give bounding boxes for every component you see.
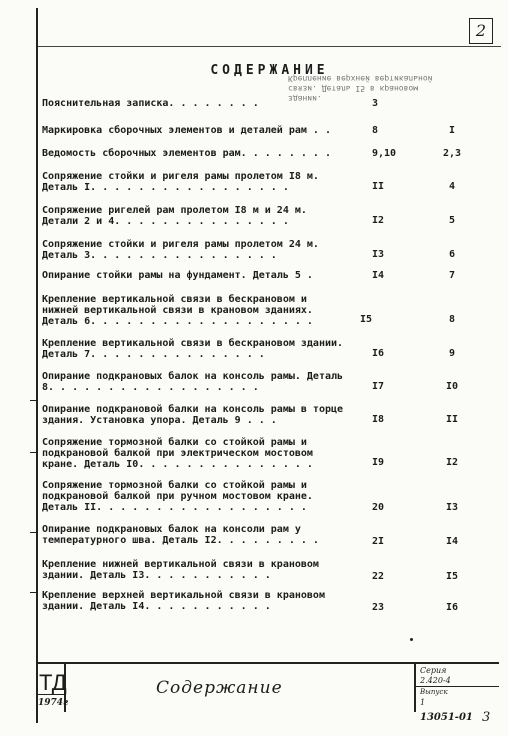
document-code: 13051-01 (420, 712, 473, 723)
toc-page-number: II (372, 181, 385, 192)
series-label: Серия (420, 666, 447, 675)
toc-sheet-number: I5 (445, 571, 459, 582)
margin-tick (30, 452, 38, 453)
toc-sheet-number: 4 (448, 181, 456, 192)
toc-entry-text: Пояснительная записка. . . . . . . . (42, 98, 259, 109)
toc-entry-text: Маркировка сборочных элементов и деталей рам . . (42, 125, 331, 136)
toc-page-number: I3 (372, 249, 385, 260)
toc-page-number: 8 (372, 125, 379, 136)
toc-page-number: I2 (372, 215, 385, 226)
toc-entry-text: Сопряжение тормозной балки со стойкой рамы и подкрановой балкой при электрическом мостовом кране. Деталь I0. . . . . . . . . . . . . . . (42, 437, 313, 470)
toc-page-number: I7 (372, 381, 385, 392)
issue-value: 1 (420, 698, 426, 707)
page-title: СОДЕРЖАНИЕ (210, 63, 329, 78)
page-number: 3 (482, 710, 491, 725)
bleed-through-line: Крепление верхней вертикальной (288, 74, 433, 83)
title-block-title: Содержание (156, 678, 283, 698)
toc-sheet-number: I4 (445, 536, 459, 547)
toc-entry-text: Ведомость сборочных элементов рам. . . . . . . . (42, 148, 331, 159)
issue-label: Выпуск (420, 688, 448, 696)
toc-sheet-number: 7 (448, 270, 456, 281)
series-value: 2.420-4 (420, 676, 451, 685)
toc-page-number: I5 (360, 314, 373, 325)
toc-entry-text: Крепление вертикальной связи в бескрановом здании. Деталь 7. . . . . . . . . . . . . . . (42, 338, 344, 360)
toc-sheet-number: I0 (445, 381, 459, 392)
toc-page-number: I6 (372, 348, 385, 359)
toc-sheet-number: 6 (448, 249, 456, 260)
toc-sheet-number: I (448, 125, 456, 136)
toc-entry-text: Опирание подкрановых балок на консоль рамы. Деталь 8. . . . . . . . . . . . . . . . . . (42, 371, 344, 393)
toc-page-number: I4 (372, 270, 385, 281)
year-label: 1974г (38, 698, 69, 708)
toc-entry-text: Опирание стойки рамы на фундамент. Деталь 5 . (42, 270, 313, 281)
toc-entry-text: Сопряжение ригелей рам пролетом I8 м и 24 м. Детали 2 и 4. . . . . . . . . . . . . . . (42, 205, 307, 227)
toc-sheet-number: 9 (448, 348, 456, 359)
bleed-through-line: здании. (288, 94, 322, 103)
toc-sheet-number: I2 (445, 457, 459, 468)
margin-tick (30, 532, 38, 533)
toc-page-number: 20 (372, 502, 385, 513)
toc-page-number: I9 (372, 457, 385, 468)
drawing-sheet (36, 8, 501, 723)
toc-page-number: 3 (372, 98, 379, 109)
toc-entry-text: Крепление нижней вертикальной связи в крановом здании. Деталь I3. . . . . . . . . . . (42, 559, 319, 581)
title-block-divider (414, 686, 499, 687)
toc-page-number: 22 (372, 571, 385, 582)
toc-entry-text: Сопряжение стойки и ригеля рамы пролетом 24 м. Деталь 3. . . . . . . . . . . . . . . . (42, 239, 319, 261)
title-block (36, 662, 499, 712)
toc-entry-text: Крепление верхней вертикальной связи в крановом здании. Деталь I4. . . . . . . . . . . (42, 590, 325, 612)
toc-page-number: 23 (372, 602, 385, 613)
bleed-through-line: связи. Деталь I5 в крановом (288, 84, 419, 93)
toc-sheet-number: I3 (445, 502, 459, 513)
toc-sheet-number: 2,3 (442, 148, 462, 159)
toc-entry-text: Крепление вертикальной связи в бескрановом и нижней вертикальной связи в крановом зданиях. Деталь 6. . . . . . . . . . . . . . . . . . . (42, 294, 313, 327)
sheet-number: 2 (469, 18, 493, 44)
toc-entry-text: Сопряжение тормозной балки со стойкой рамы и подкрановой балкой при ручном мостовом кране. Деталь II. . . . . . . . . . . . . . . . . . (42, 480, 313, 513)
margin-tick (30, 400, 38, 401)
toc-sheet-number: I6 (445, 602, 459, 613)
toc-page-number: 2I (372, 536, 385, 547)
toc-entry-text: Опирание подкрановой балки на консоль рамы в торце здания. Установка упора. Деталь 9 . . . (42, 404, 344, 426)
toc-page-number: 9,10 (372, 148, 397, 159)
top-divider (38, 46, 501, 47)
organization-logo: ТД (39, 670, 67, 695)
toc-sheet-number: 8 (448, 314, 456, 325)
margin-tick (30, 592, 38, 593)
toc-page-number: I8 (372, 414, 385, 425)
toc-sheet-number: 5 (448, 215, 456, 226)
toc-entry-text: Опирание подкрановых балок на консоли рам у температурного шва. Деталь I2. . . . . . . . . (42, 524, 319, 546)
ink-dot (410, 638, 413, 641)
toc-sheet-number: II (445, 414, 459, 425)
toc-entry-text: Сопряжение стойки и ригеля рамы пролетом I8 м. Деталь I. . . . . . . . . . . . . . . . . (42, 171, 319, 193)
title-block-divider (414, 664, 416, 712)
